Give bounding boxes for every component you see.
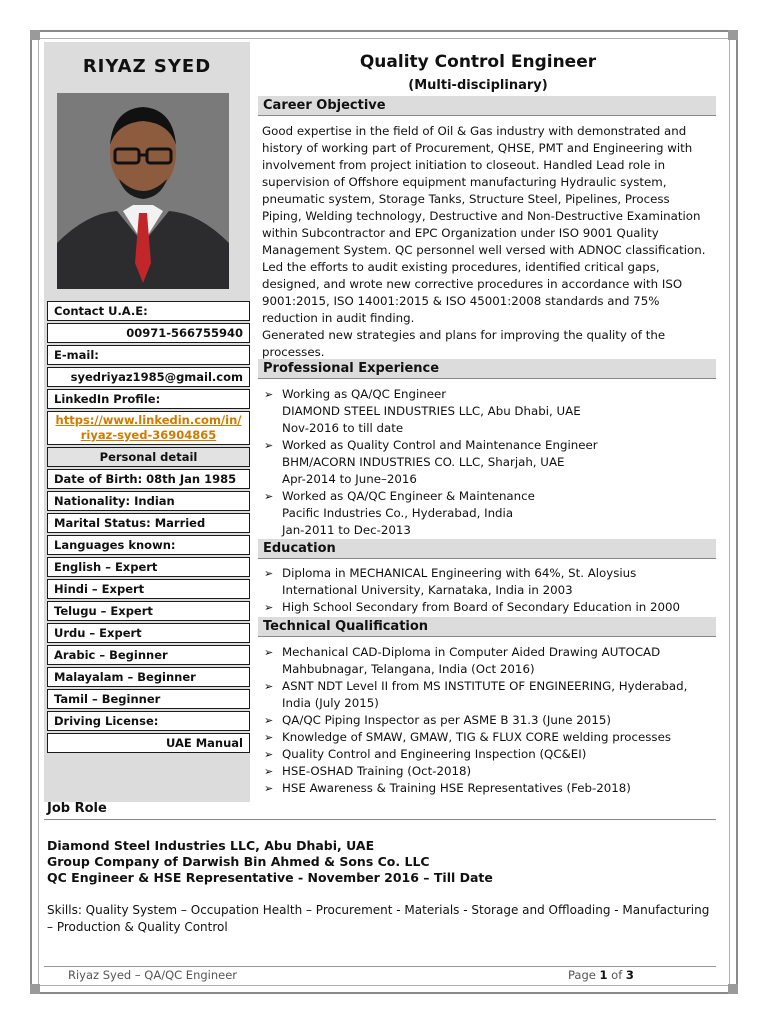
contact-info-list	[47, 301, 250, 755]
education-list	[262, 565, 714, 616]
corner-ornament	[30, 984, 40, 994]
experience-period: Apr-2014 to June–2016	[282, 472, 417, 486]
email-label: E-mail:	[47, 345, 250, 365]
experience-period: Jan-2011 to Dec-2013	[282, 523, 411, 537]
job-role-skills: Skills: Quality System – Occupation Health – Procurement - Materials - Storage and Offloading - Manufacturing – Production & Quality Control	[47, 903, 710, 934]
languages-label: Languages known:	[47, 535, 250, 555]
technical-item: ➢ Quality Control and Engineering Inspection (QC&EI)	[262, 746, 714, 763]
career-paragraph: Good expertise in the field of Oil & Gas industry with demonstrated and history of working part of Procurement, QHSE, PMT and Engineering with involvement from project initiation to closeout. Handled Lead role in supervision of Offshore equipment manufacturing Hydraulic system, pneumatic system, Storage Tanks, Structure Steel, Pipelines, Process Piping, Welding technology, Destructive and Non-Destructive Examination within Subcontractor and EPC Organization under ISO 9001 Quality Management System. QC personnel well versed with ADNOC classification.	[262, 124, 706, 257]
language-item: Malayalam – Beginner	[47, 667, 250, 687]
language-item: Arabic – Beginner	[47, 645, 250, 665]
experience-company: BHM/ACORN INDUSTRIES CO. LLC, Sharjah, UAE	[282, 455, 565, 469]
language-item: Telugu – Expert	[47, 601, 250, 621]
linkedin-link-row	[47, 411, 250, 445]
job-role-company: Diamond Steel Industries LLC, Abu Dhabi, UAE	[47, 838, 375, 853]
language-item: Tamil – Beginner	[47, 689, 250, 709]
driving-license-value: UAE Manual	[47, 733, 250, 753]
email-address[interactable]: syedriyaz1985@gmail.com	[47, 367, 250, 387]
language-item: English – Expert	[47, 557, 250, 577]
career-objective-text	[262, 123, 712, 361]
job-subtitle: (Multi-disciplinary)	[408, 78, 548, 93]
technical-item: ➢ HSE-OSHAD Training (Oct-2018)	[262, 763, 714, 780]
linkedin-link-line1[interactable]: https://www.linkedin.com/in/	[55, 413, 242, 427]
career-paragraph: Led the efforts to audit existing procedures, identified critical gaps, designed, and wrote new corrective procedures in accordance with ISO 9001:2015, ISO 14001:2015 & ISO 45001:2008 standards and 75% reduction in audit finding.	[262, 260, 683, 325]
section-professional-experience: Professional Experience	[258, 359, 716, 379]
language-item: Hindi – Expert	[47, 579, 250, 599]
technical-item: ➢ Mechanical CAD-Diploma in Computer Aided Drawing AUTOCAD Mahbubnagar, Telangana, India (Oct 2016)	[262, 644, 714, 678]
footer-divider	[44, 966, 716, 967]
experience-company: Pacific Industries Co., Hyderabad, India	[282, 506, 514, 520]
section-technical-qualification: Technical Qualification	[258, 617, 716, 637]
contact-label: Contact U.A.E:	[47, 301, 250, 321]
technical-item: ➢ QA/QC Piping Inspector as per ASME B 31.3 (June 2015)	[262, 712, 714, 729]
page-number	[568, 968, 634, 982]
linkedin-label: LinkedIn Profile:	[47, 389, 250, 409]
profile-photo	[57, 93, 229, 289]
page-word: Page	[568, 968, 596, 982]
experience-role: ➢ Worked as QA/QC Engineer & Maintenance	[282, 489, 535, 503]
corner-ornament	[728, 30, 738, 40]
experience-role: ➢ Working as QA/QC Engineer	[282, 387, 447, 401]
corner-ornament	[728, 984, 738, 994]
technical-item: ➢ HSE Awareness & Training HSE Representatives (Feb-2018)	[262, 780, 714, 797]
contact-phone: 00971-566755940	[47, 323, 250, 343]
page-current: 1	[599, 968, 608, 982]
candidate-name: RIYAZ SYED	[82, 56, 212, 77]
driving-license-label: Driving License:	[47, 711, 250, 731]
technical-item: ➢ Knowledge of SMAW, GMAW, TIG & FLUX CORE welding processes	[262, 729, 714, 746]
job-role-group: Group Company of Darwish Bin Ahmed & Sons Co. LLC	[47, 854, 430, 869]
experience-list	[262, 386, 714, 539]
job-title: Quality Control Engineer	[359, 52, 597, 72]
education-item: ➢ Diploma in MECHANICAL Engineering with 64%, St. Aloysius International University, Karnataka, India in 2003	[262, 565, 714, 599]
experience-item	[262, 488, 714, 539]
footer-author: Riyaz Syed – QA/QC Engineer	[68, 968, 238, 982]
personal-detail-header: Personal detail	[47, 447, 250, 467]
language-item: Urdu – Expert	[47, 623, 250, 643]
page-total: 3	[625, 968, 634, 982]
experience-item	[262, 437, 714, 488]
section-education: Education	[258, 539, 716, 559]
job-role-position: QC Engineer & HSE Representative - November 2016 – Till Date	[47, 870, 493, 885]
technical-item: ➢ ASNT NDT Level II from MS INSTITUTE OF ENGINEERING, Hyderabad, India (July 2015)	[262, 678, 714, 712]
experience-role: ➢ Worked as Quality Control and Maintenance Engineer	[282, 438, 598, 452]
page-of-word: of	[611, 968, 623, 982]
date-of-birth: Date of Birth: 08th Jan 1985	[47, 469, 250, 489]
education-item: ➢ High School Secondary from Board of Secondary Education in 2000	[262, 599, 714, 616]
linkedin-link-line2[interactable]: riyaz-syed-36904865	[80, 428, 217, 442]
marital-status: Marital Status: Married	[47, 513, 250, 533]
experience-period: Nov-2016 to till date	[282, 421, 404, 435]
career-paragraph: Generated new strategies and plans for improving the quality of the processes.	[262, 328, 666, 359]
technical-list	[262, 644, 714, 797]
experience-company: DIAMOND STEEL INDUSTRIES LLC, Abu Dhabi, UAE	[282, 404, 581, 418]
section-job-role: Job Role	[44, 800, 716, 820]
nationality: Nationality: Indian	[47, 491, 250, 511]
experience-item	[262, 386, 714, 437]
corner-ornament	[30, 30, 40, 40]
section-career-objective: Career Objective	[258, 96, 716, 116]
